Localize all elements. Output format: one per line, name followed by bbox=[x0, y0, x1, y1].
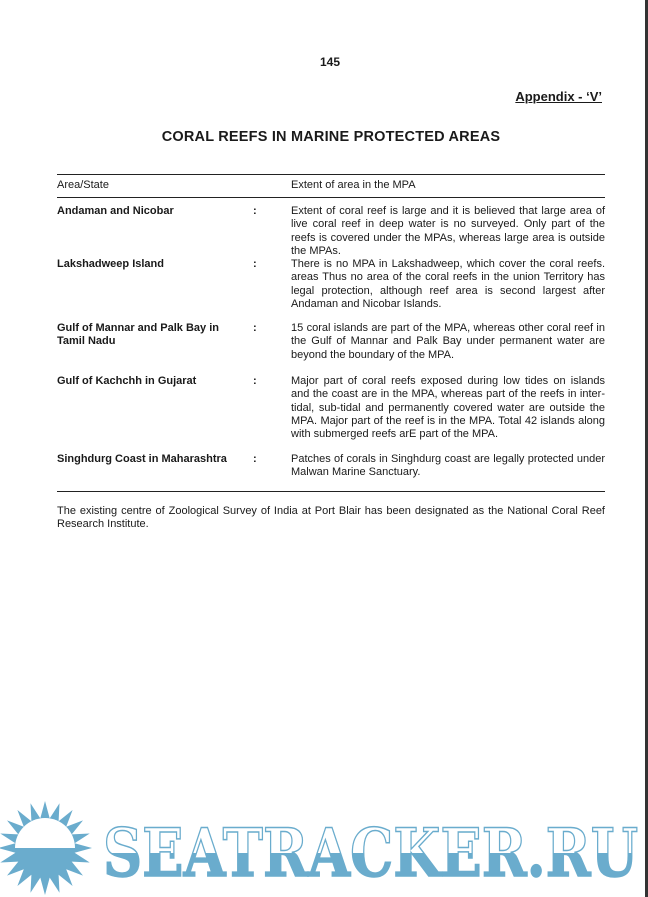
header-area-state: Area/State bbox=[57, 179, 109, 191]
row-area: Andaman and Nicobar bbox=[57, 205, 174, 217]
header-rule bbox=[57, 197, 605, 198]
page-number: 145 bbox=[319, 55, 341, 69]
row-colon: : bbox=[253, 375, 257, 387]
row-extent: Major part of coral reefs exposed during low tides on islands and the coast are in the MPA, whereas part of the reefs in inter-tidal, sub-tidal and permanently covered water are outside the MPA. Major part of the reef is in the MPA. Total 42 islands along with submerged reefs arE part of the MPA. bbox=[291, 375, 605, 441]
table-top-rule bbox=[57, 174, 605, 175]
row-colon: : bbox=[253, 258, 257, 270]
footer-note: The existing centre of Zoological Survey of India at Port Blair has been designated as the National Coral Reef Research Institute. bbox=[57, 505, 605, 531]
row-extent: Patches of corals in Singhdurg coast are legally protected under Malwan Marine Sanctuary. bbox=[291, 453, 605, 479]
row-colon: : bbox=[253, 205, 257, 217]
row-area: Lakshadweep Island bbox=[57, 258, 164, 270]
row-extent: There is no MPA in Lakshadweep, which cover the coral reefs. areas Thus no area of the coral reefs in the union Territory has legal protection, although reef area is second largest after Andaman and Nicobar Islands. bbox=[291, 258, 605, 310]
appendix-label: Appendix - ‘V’ bbox=[515, 89, 602, 104]
watermark-text: SEATRACKER.RU bbox=[103, 814, 638, 892]
row-colon: : bbox=[253, 453, 257, 465]
row-colon: : bbox=[253, 322, 257, 334]
sun-icon bbox=[0, 801, 92, 895]
row-extent: 15 coral islands are part of the MPA, whereas other coral reef in the Gulf of Mannar and Palk Bay under permanent water are beyond the boundary of the MPA. bbox=[291, 322, 605, 361]
row-area: Gulf of Mannar and Palk Bay in Tamil Nadu bbox=[57, 322, 219, 348]
table-bottom-rule bbox=[57, 491, 605, 492]
row-area: Singhdurg Coast in Maharashtra bbox=[57, 453, 227, 465]
header-extent: Extent of area in the MPA bbox=[291, 179, 416, 191]
row-extent: Extent of coral reef is large and it is believed that large area of live coral reef in deep water is no surveyed. Only part of the reefs is covered under the MPAs, whereas large area is outside the MPAs. bbox=[291, 205, 605, 257]
page-title: CORAL REEFS IN MARINE PROTECTED AREAS bbox=[161, 129, 501, 145]
row-area: Gulf of Kachchh in Gujarat bbox=[57, 375, 197, 387]
watermark-logo bbox=[0, 798, 648, 897]
